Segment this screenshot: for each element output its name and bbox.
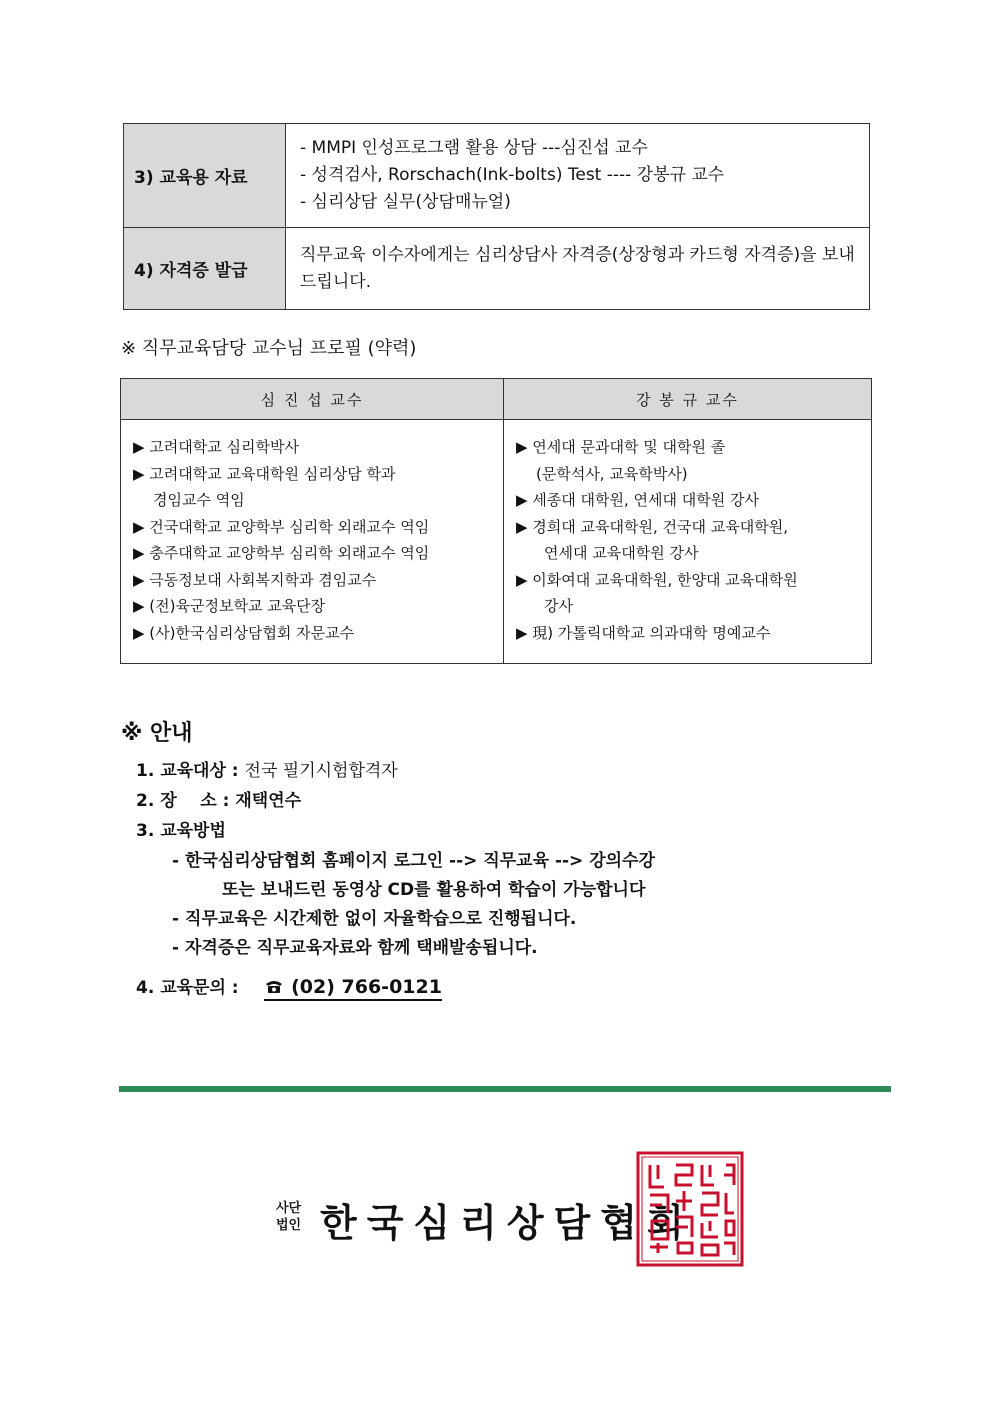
list-item: ▶ 경희대 교육대학원, 건국대 교육대학원, (516, 517, 788, 536)
education-info-table (123, 123, 870, 310)
profile-right (504, 420, 872, 664)
table-row (124, 228, 870, 310)
list-item: ▶ 고려대학교 심리학박사 (133, 438, 299, 456)
table-row (124, 124, 870, 228)
phone-number[interactable] (264, 976, 441, 1001)
divider-bar (119, 1086, 891, 1092)
list-item: ▶ (전)육군정보학교 교육단장 (133, 597, 326, 615)
row-label: 4) 자격증 발급 (124, 228, 286, 310)
prefix-top: 사단 (276, 1201, 302, 1216)
prefix-bottom: 법인 (276, 1218, 302, 1233)
organization-name: 한국심리상담협회 (320, 1200, 694, 1245)
profile-note: ※ 직무교육담당 교수님 프로필 (약력) (121, 338, 417, 359)
list-item: - 직무교육은 시간제한 없이 자율학습으로 진행됩니다. (172, 909, 577, 929)
list-item: ▶ 세종대 대학원, 연세대 대학원 강사 (516, 491, 760, 509)
list-item: ▶ 이화여대 교육대학원, 한양대 교육대학원 (516, 570, 798, 589)
profile-table (120, 378, 872, 664)
list-item: (문학석사, 교육학박사) (536, 464, 688, 483)
guide-line-3: 3. 교육방법 (136, 821, 226, 841)
list-item: ▶ (사)한국심리상담협회 자문교수 (133, 623, 355, 642)
guide-line-2 (136, 786, 301, 811)
list-item: 또는 보내드린 동영상 CD를 활용하여 학습이 가능합니다 (222, 880, 646, 900)
phone-text: (02) 766-0121 (291, 976, 442, 998)
list-item: - 심리상담 실무(상담매뉴얼) (300, 192, 511, 212)
guide-title: ※ 안내 (121, 721, 193, 746)
list-item: - 자격증은 직무교육자료와 함께 택배발송됩니다. (172, 938, 538, 958)
list-item: ▶ 건국대학교 교양학부 심리학 외래교수 역임 (133, 517, 430, 536)
profile-header-left: 심 진 섭 교수 (121, 379, 504, 420)
list-item: 연세대 교육대학원 강사 (544, 544, 699, 562)
phone-icon (264, 979, 284, 994)
profile-header-right: 강 봉 규 교수 (504, 379, 872, 420)
list-item: - MMPI 인성프로그램 활용 상담 ---심진섭 교수 (300, 138, 648, 158)
guide-value: 재택연수 (235, 791, 302, 811)
official-seal-icon (636, 1151, 744, 1267)
profile-left (121, 420, 504, 664)
guide-line-4 (136, 973, 442, 998)
list-item: ▶ 연세대 문과대학 및 대학원 졸 (516, 438, 726, 456)
guide-label: 4. 교육문의 : (136, 978, 239, 998)
guide-value: 전국 필기시험합격자 (244, 761, 398, 781)
list-item: ▶ 충주대학교 교양학부 심리학 외래교수 역임 (133, 544, 430, 562)
list-item: ▶ 現) 가톨릭대학교 의과대학 명예교수 (516, 623, 771, 642)
list-item: ▶ 극동정보대 사회복지학과 겸임교수 (133, 570, 377, 589)
guide-label: 2. 장 소 : (136, 791, 236, 811)
row-value: 직무교육 이수자에게는 심리상담사 자격증(상장형과 카드형 자격증)을 보내드립니다. (286, 228, 870, 310)
list-item: - 한국심리상담협회 홈페이지 로그인 --> 직무교육 --> 강의수강 (172, 851, 655, 871)
list-item: 경임교수 역임 (153, 491, 245, 509)
list-item: - 성격검사, Rorschach(Ink-bolts) Test ---- 강봉규 교수 (300, 165, 725, 185)
list-item: 강사 (544, 597, 573, 615)
signature-prefix (276, 1200, 301, 1234)
row-value (286, 124, 870, 228)
list-item: ▶ 고려대학교 교육대학원 심리상담 학과 (133, 464, 396, 483)
guide-label: 1. 교육대상 : (136, 761, 245, 781)
row-label: 3) 교육용 자료 (124, 124, 286, 228)
guide-line-1 (136, 756, 398, 781)
